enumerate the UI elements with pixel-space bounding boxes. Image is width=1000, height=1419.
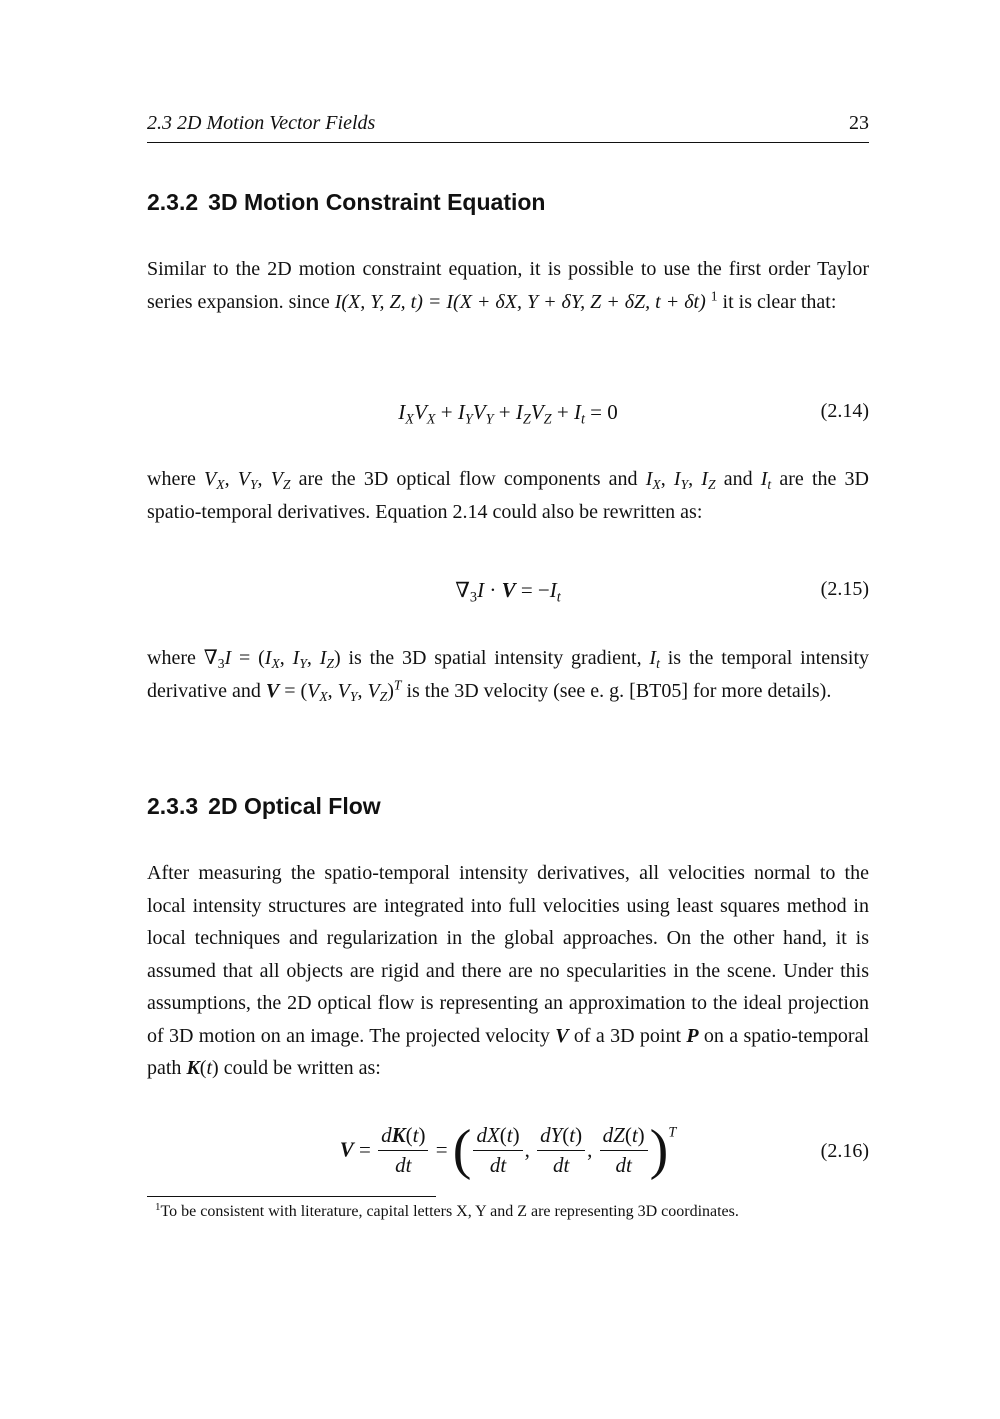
section-title: 2D Optical Flow [208, 793, 381, 819]
inline-math-taylor: I(X, Y, Z, t) = I(X + δX, Y + δY, Z + δZ, t + δt) [334, 290, 706, 313]
equation-2-16 [147, 1119, 869, 1184]
equation-body: $\nabla_3I \cdot V = -I_t$ [455, 578, 561, 606]
section-heading-2-3-3 [147, 793, 381, 820]
equation-2-15 [147, 578, 869, 618]
paragraph-flow-components: where $V_X$, $V_Y$, $V_Z$ are the 3D optical flow components and $I_X$, $I_Y$, $I_Z$ and $I_t$ are the 3D spatio-temporal derivatives. Equation 2.14 could also be rewritten as: [147, 468, 870, 523]
equation-number: (2.16) [820, 1140, 869, 1162]
equation-number: (2.15) [820, 578, 869, 600]
page-number: 23 [849, 112, 869, 134]
running-header [147, 112, 869, 143]
section-number: 2.3.3 [147, 793, 199, 819]
footnote-mark: 1 [710, 288, 718, 304]
running-title: 2.3 2D Motion Vector Fields [147, 112, 376, 134]
footnote-text: To be consistent with literature, capital letters X, Y and Z are representing 3D coordinates. [160, 1203, 739, 1220]
paragraph-taylor: Similar to the 2D motion constraint equation, it is possible to use the first order Taylor series expansion. since I(X, Y, Z, t) = I(X + δX, Y + δY, Z + δZ, t + δt) $^1$ it is clear that: [147, 258, 869, 313]
footnote-number: 1 [155, 1200, 161, 1213]
paragraph-gradient: where $\nabla_3I = (I_X$, $I_Y$, $I_Z$) is the 3D spatial intensity gradient, $I_t$ is the temporal intensity derivative and $V = (V_X$, $V_Y$, $V_Z)^T$ is the 3D velocity (see e. g. [BT05] for more details). [147, 647, 870, 704]
equation-body: $I_XV_X + I_YV_Y + I_ZV_Z + I_t = 0$ [398, 400, 618, 428]
section-heading-2-3-2 [147, 189, 545, 216]
paragraph-optical-flow: After measuring the spatio-temporal intensity derivatives, all velocities normal to the local intensity structures are integrated into full velocities using least squares method in local techniques and regularization in the global approaches. On the other hand, it is assumed that all objects are rigid and there are no specularities in the scene. Under this assumptions, the 2D optical flow is representing an approximation to the ideal projection of 3D motion on an image. The projected velocity V of a 3D point P on a spatio-temporal path K(t) could be written as: [147, 862, 870, 1079]
section-number: 2.3.2 [147, 189, 199, 215]
footnote-rule [147, 1196, 436, 1197]
equation-body: V = $\frac{dK(t)}{dt}$ = ( $\frac{dX(t)}{dt}$ , $\frac{dY(t)}{dt}$ , $\frac{dZ(t)}{dt}$ )$^T$ [339, 1119, 677, 1181]
equation-number: (2.14) [820, 400, 869, 422]
footnote [155, 1200, 739, 1221]
equation-2-14 [147, 400, 869, 440]
section-title: 3D Motion Constraint Equation [208, 189, 546, 215]
